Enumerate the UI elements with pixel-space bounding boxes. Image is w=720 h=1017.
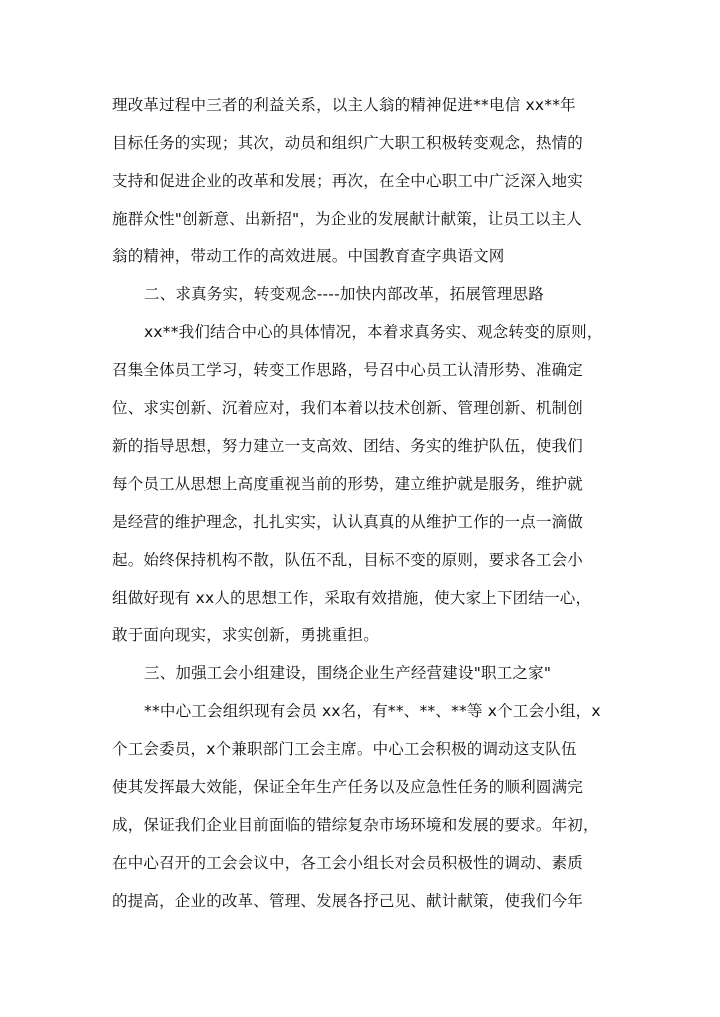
text-line: 是经营的维护理念，扎扎实实，认认真真的从维护工作的一点一滴做 [112, 513, 584, 531]
text-line: 目标任务的实现；其次，动员和组织广大职工积极转变观念，热情的 [112, 134, 584, 152]
text-line: 新的指导思想，努力建立一支高效、团结、务实的维护队伍，使我们 [112, 437, 584, 455]
text-line: 施群众性"创新意、出新招"，为企业的发展献计献策，让员工以主人 [112, 210, 582, 228]
text-line: 使其发挥最大效能，保证全年生产任务以及应急性任务的顺利圆满完 [112, 778, 584, 796]
text-line: 每个员工从思想上高度重视当前的形势，建立维护就是服务，维护就 [112, 475, 584, 493]
text-line: 翁的精神，带动工作的高效进展。中国教育查字典语文网 [112, 247, 505, 265]
text-line: 起。始终保持机构不散，队伍不乱，目标不变的原则，要求各工会小 [112, 551, 584, 569]
text-line: 个工会委员，x个兼职部门工会主席。中心工会积极的调动这支队伍 [112, 740, 577, 758]
text-line: xx**我们结合中心的具体情况，本着求真务实、观念转变的原则， [144, 323, 603, 341]
section-heading: 三、加强工会小组建设，围绕企业生产经营建设"职工之家" [144, 664, 552, 682]
text-line: 在中心召开的工会会议中，各工会小组长对会员积极性的调动、素质 [112, 854, 584, 872]
text-line: 成，保证我们企业目前面临的错综复杂市场环境和发展的要求。年初， [112, 816, 599, 834]
text-line: 召集全体员工学习，转变工作思路，号召中心员工认清形势、准确定 [112, 361, 584, 379]
text-line: 支持和促进企业的改革和发展；再次，在全中心职工中广泛深入地实 [112, 172, 584, 190]
section-heading: 二、求真务实，转变观念----加快内部改革，拓展管理思路 [144, 285, 544, 303]
text-line: **中心工会组织现有会员 xx名，有**、**、**等 x个工会小组，x [144, 702, 601, 720]
text-line: 理改革过程中三者的利益关系，以主人翁的精神促进**电信 xx**年 [112, 96, 576, 114]
text-line: 的提高，企业的改革、管理、发展各抒己见、献计献策，使我们今年 [112, 892, 584, 910]
text-line: 敢于面向现实，求实创新，勇挑重担。 [112, 626, 379, 644]
text-line: 组做好现有 xx人的思想工作，采取有效措施，使大家上下团结一心， [112, 589, 592, 607]
text-line: 位、求实创新、沉着应对，我们本着以技术创新、管理创新、机制创 [112, 399, 584, 417]
